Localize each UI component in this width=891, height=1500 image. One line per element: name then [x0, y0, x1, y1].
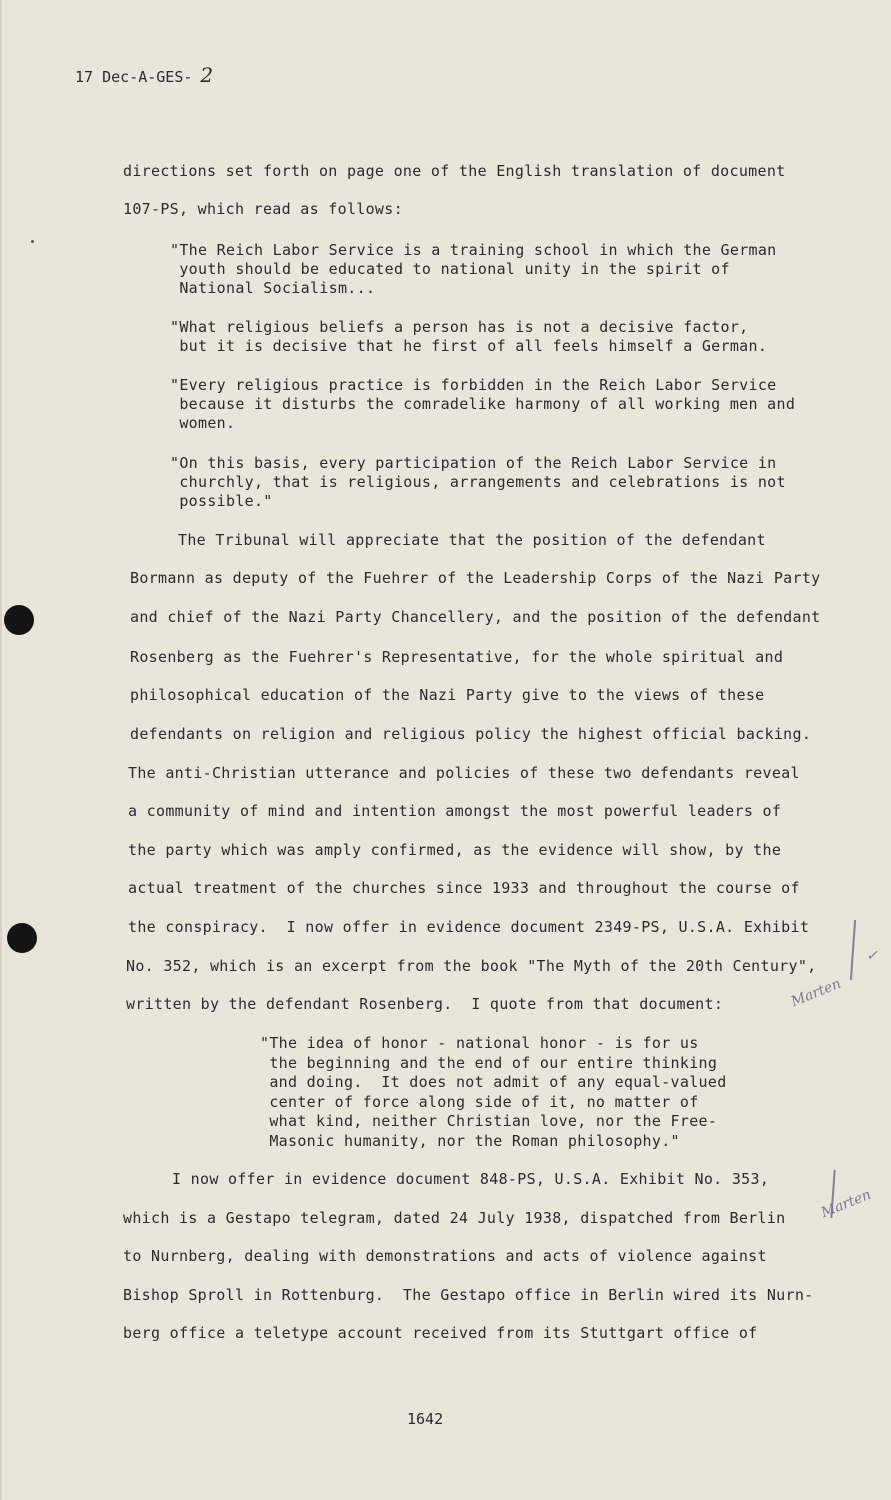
quote-line: possible." — [170, 492, 273, 510]
text-line: The Tribunal will appreciate that the position of the defendant — [178, 531, 766, 549]
text-line: Rosenberg as the Fuehrer's Representative, for the whole spiritual and — [130, 648, 784, 666]
page-number: 1642 — [407, 1410, 444, 1428]
text-line: 107-PS, which read as follows: — [123, 200, 403, 218]
page-header — [75, 63, 213, 87]
text-line: I now offer in evidence document 848-PS, U.S.A. Exhibit No. 353, — [172, 1170, 770, 1188]
quote-line: "Every religious practice is forbidden in the Reich Labor Service — [170, 376, 777, 394]
quote-line: what kind, neither Christian love, nor the Free- — [260, 1112, 718, 1130]
text-line: actual treatment of the churches since 1933 and throughout the course of — [128, 879, 800, 897]
text-line: the conspiracy. I now offer in evidence document 2349-PS, U.S.A. Exhibit — [128, 918, 810, 936]
text-line: philosophical education of the Nazi Party give to the views of these — [130, 686, 765, 704]
quote-line: center of force along side of it, no matter of — [260, 1093, 699, 1111]
text-line: the party which was amply confirmed, as the evidence will show, by the — [128, 841, 782, 859]
quote-line: Masonic humanity, nor the Roman philosophy." — [260, 1132, 680, 1150]
quote-line: churchly, that is religious, arrangements and celebrations is not — [170, 473, 786, 491]
quote-line: "What religious beliefs a person has is not a decisive factor, — [170, 318, 749, 336]
document-reference: 17 Dec-A-GES- — [75, 68, 193, 86]
text-line: which is a Gestapo telegram, dated 24 July 1938, dispatched from Berlin — [123, 1209, 786, 1227]
quote-line: because it disturbs the comradelike harmony of all working men and — [170, 395, 796, 413]
quote-line: women. — [170, 414, 236, 432]
text-line: directions set forth on page one of the English translation of document — [123, 162, 786, 180]
quote-line: the beginning and the end of our entire thinking — [260, 1054, 718, 1072]
quote-line: youth should be educated to national unity in the spirit of — [170, 260, 730, 278]
text-line: berg office a teletype account received from its Stuttgart office of — [123, 1324, 758, 1342]
margin-check-mark: ✓ — [866, 948, 878, 964]
text-line: written by the defendant Rosenberg. I quote from that document: — [126, 995, 724, 1013]
text-line: The anti-Christian utterance and policies of these two defendants reveal — [128, 764, 800, 782]
text-line: Bormann as deputy of the Fuehrer of the Leadership Corps of the Nazi Party — [130, 569, 821, 587]
quote-line: and doing. It does not admit of any equal-valued — [260, 1073, 727, 1091]
stray-mark — [31, 240, 34, 243]
punch-hole-upper — [4, 605, 34, 635]
margin-note-handwritten: Marten — [818, 1186, 874, 1222]
quote-line: "The idea of honor - national honor - is for us — [260, 1034, 699, 1052]
text-line: Bishop Sproll in Rottenburg. The Gestapo office in Berlin wired its Nurn- — [123, 1286, 814, 1304]
text-line: a community of mind and intention amongst the most powerful leaders of — [128, 802, 782, 820]
text-line: No. 352, which is an excerpt from the book "The Myth of the 20th Century", — [126, 957, 817, 975]
punch-hole-lower — [7, 923, 37, 953]
quote-line: "The Reich Labor Service is a training school in which the German — [170, 241, 777, 259]
margin-note-handwritten: Marten — [788, 975, 844, 1011]
handwritten-page-number: 2 — [200, 63, 214, 87]
text-line: and chief of the Nazi Party Chancellery, and the position of the defendant — [130, 608, 821, 626]
text-line: defendants on religion and religious policy the highest official backing. — [130, 725, 812, 743]
quote-line: "On this basis, every participation of the Reich Labor Service in — [170, 454, 777, 472]
quote-line: National Socialism... — [170, 279, 376, 297]
text-line: to Nurnberg, dealing with demonstrations and acts of violence against — [123, 1247, 767, 1265]
margin-tick-line — [850, 920, 856, 980]
quote-line: but it is decisive that he first of all feels himself a German. — [170, 337, 768, 355]
